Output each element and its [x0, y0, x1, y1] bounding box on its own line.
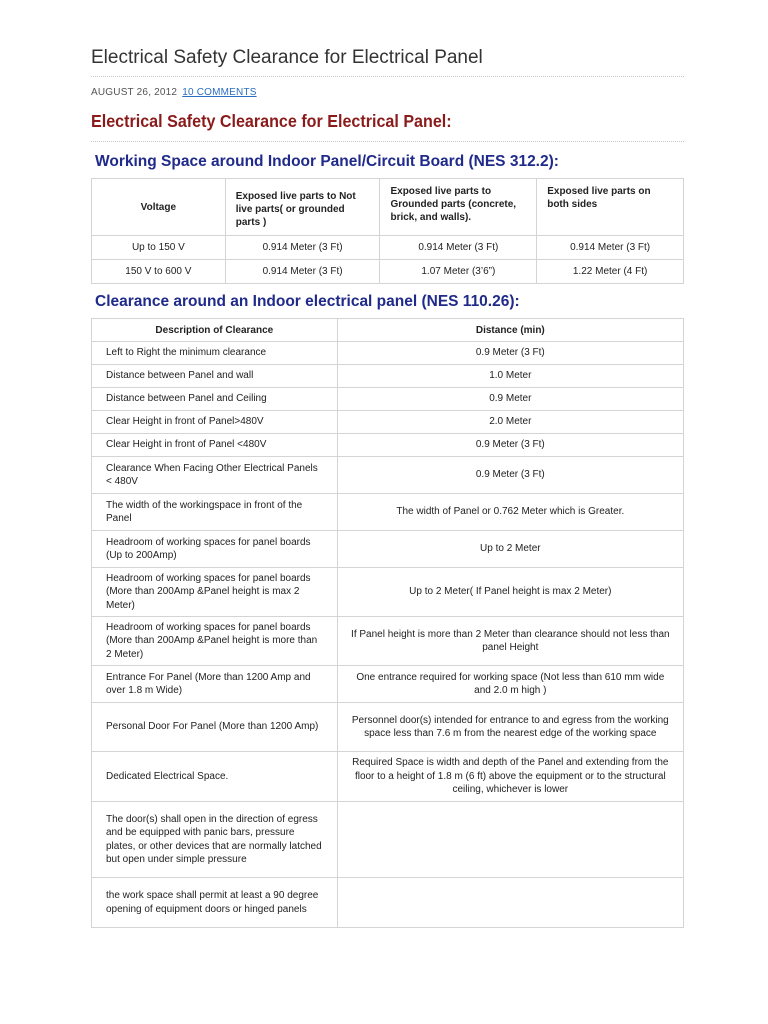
- description-cell: the work space shall permit at least a 90 degree opening of equipment doors or hinged panels: [92, 878, 338, 928]
- table-row: [92, 388, 684, 411]
- table-cell: 0.914 Meter (3 Ft): [537, 236, 684, 260]
- divider: [91, 141, 684, 142]
- table-row: [92, 568, 684, 617]
- distance-cell: 1.0 Meter: [337, 365, 683, 388]
- description-cell: Clear Height in front of Panel>480V: [92, 411, 338, 434]
- distance-cell: Up to 2 Meter( If Panel height is max 2 Meter): [337, 568, 683, 617]
- clearance-table: [91, 318, 684, 928]
- table-cell: 150 V to 600 V: [92, 260, 226, 284]
- table-row: [92, 411, 684, 434]
- column-header: Description of Clearance: [92, 319, 338, 342]
- distance-cell: 0.9 Meter (3 Ft): [337, 342, 683, 365]
- table-row: [92, 617, 684, 666]
- distance-cell: 0.9 Meter (3 Ft): [337, 457, 683, 494]
- column-header: Distance (min): [337, 319, 683, 342]
- table-row: [92, 666, 684, 703]
- description-cell: Clearance When Facing Other Electrical Panels < 480V: [92, 457, 338, 494]
- post-date: AUGUST 26, 2012: [91, 87, 178, 98]
- column-header: Exposed live parts on both sides: [537, 179, 684, 236]
- description-cell: Headroom of working spaces for panel boards (More than 200Amp &Panel height is max 2 Meter): [92, 568, 338, 617]
- description-cell: Left to Right the minimum clearance: [92, 342, 338, 365]
- working-space-heading: Working Space around Indoor Panel/Circuit Board (NES 312.2):: [95, 153, 559, 170]
- column-header: Exposed live parts to Not live parts( or grounded parts ): [225, 179, 380, 236]
- table-row: [92, 878, 684, 928]
- description-cell: Headroom of working spaces for panel boards (Up to 200Amp): [92, 531, 338, 568]
- table-row: [92, 434, 684, 457]
- distance-cell: [337, 878, 683, 928]
- clearance-heading: Clearance around an Indoor electrical panel (NES 110.26):: [95, 293, 520, 310]
- working-space-table: [91, 178, 684, 284]
- description-cell: Distance between Panel and wall: [92, 365, 338, 388]
- article-subtitle: Electrical Safety Clearance for Electrical Panel:: [91, 111, 452, 131]
- table-row: [92, 703, 684, 752]
- table-header-row: [92, 319, 684, 342]
- table-row: [92, 531, 684, 568]
- distance-cell: Personnel door(s) intended for entrance to and egress from the working space less than 7.6 m from the nearest edge of the working space: [337, 703, 683, 752]
- table-row: [92, 752, 684, 802]
- description-cell: Dedicated Electrical Space.: [92, 752, 338, 802]
- table-cell: 0.914 Meter (3 Ft): [225, 260, 380, 284]
- table-row: [92, 457, 684, 494]
- table-cell: 1.07 Meter (3’6”): [380, 260, 537, 284]
- table-cell: Up to 150 V: [92, 236, 226, 260]
- table-row: [92, 260, 684, 284]
- table-row: [92, 342, 684, 365]
- distance-cell: 0.9 Meter (3 Ft): [337, 434, 683, 457]
- divider: [91, 76, 684, 77]
- article: [91, 0, 684, 928]
- comments-link[interactable]: 10 COMMENTS: [182, 87, 257, 98]
- description-cell: The door(s) shall open in the direction of egress and be equipped with panic bars, pressure plates, or other devices that are normally latched but open under simple pressure: [92, 802, 338, 878]
- distance-cell: One entrance required for working space (Not less than 610 mm wide and 2.0 m high ): [337, 666, 683, 703]
- table-cell: 0.914 Meter (3 Ft): [225, 236, 380, 260]
- description-cell: Clear Height in front of Panel <480V: [92, 434, 338, 457]
- table-cell: 0.914 Meter (3 Ft): [380, 236, 537, 260]
- table-row: [92, 802, 684, 878]
- distance-cell: 0.9 Meter: [337, 388, 683, 411]
- post-title: Electrical Safety Clearance for Electrical Panel: [91, 47, 483, 68]
- column-header: Voltage: [92, 179, 226, 236]
- distance-cell: [337, 802, 683, 878]
- column-header: Exposed live parts to Grounded parts (concrete, brick, and walls).: [380, 179, 537, 236]
- table-row: [92, 236, 684, 260]
- description-cell: The width of the workingspace in front of the Panel: [92, 494, 338, 531]
- distance-cell: Required Space is width and depth of the Panel and extending from the floor to a height of 1.8 m (6 ft) above the equipment or to the structural ceiling, whichever is lower: [337, 752, 683, 802]
- description-cell: Entrance For Panel (More than 1200 Amp and over 1.8 m Wide): [92, 666, 338, 703]
- table-row: [92, 494, 684, 531]
- description-cell: Headroom of working spaces for panel boards (More than 200Amp &Panel height is more than 2 Meter): [92, 617, 338, 666]
- distance-cell: If Panel height is more than 2 Meter than clearance should not less than panel Height: [337, 617, 683, 666]
- description-cell: Distance between Panel and Ceiling: [92, 388, 338, 411]
- distance-cell: The width of Panel or 0.762 Meter which is Greater.: [337, 494, 683, 531]
- distance-cell: 2.0 Meter: [337, 411, 683, 434]
- description-cell: Personal Door For Panel (More than 1200 Amp): [92, 703, 338, 752]
- table-header-row: [92, 179, 684, 236]
- post-meta: [91, 86, 684, 100]
- table-cell: 1.22 Meter (4 Ft): [537, 260, 684, 284]
- table-row: [92, 365, 684, 388]
- distance-cell: Up to 2 Meter: [337, 531, 683, 568]
